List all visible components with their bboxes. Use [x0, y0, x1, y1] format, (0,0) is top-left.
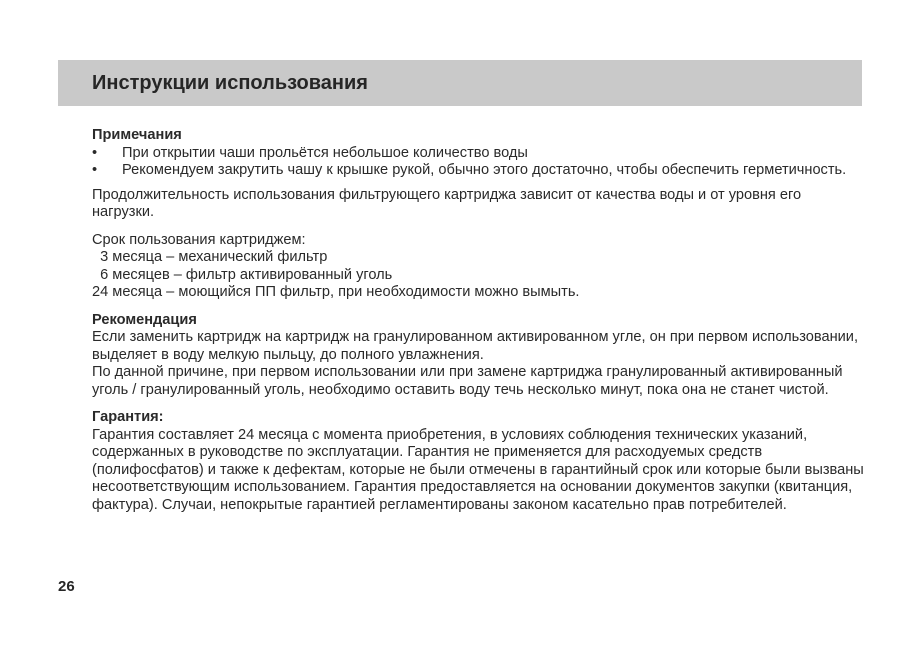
cartridge-life-line: 3 месяца – механический фильтр: [92, 249, 328, 265]
bullet-icon: •: [92, 144, 98, 161]
cartridge-life-line: 6 месяцев – фильтр активированный уголь: [92, 266, 393, 283]
notes-list: [92, 145, 864, 180]
document-body: [92, 127, 864, 514]
warranty-paragraph: Гарантия составляет 24 месяца с момента приобретения, в условиях соблюдения технических указаний, содержанных в руководстве по эксплуатации. Гарантия не применяется для расходуемых средств (полифосфатов) и также к дефектам, которые не были отмечены в гарантийный срок или которые были вызваны несоответствующим использованием. Гарантия предоставляется на основании документов закупки (квитанция, фактура). Случаи, непокрытые гарантией регламентированы законом касательно прав потребителей.: [92, 426, 864, 513]
cartridge-life-line: 24 месяца – моющийся ПП фильтр, при необходимости можно вымыть.: [92, 284, 580, 300]
recommendation-paragraph: По данной причине, при первом использовании или при замене картриджа гранулированный активированный уголь / гранулированный уголь, необходимо оставить воду течь несколько минут, пока она не станет чистой.: [92, 364, 843, 398]
list-item: [92, 145, 864, 163]
cartridge-life-intro: Срок пользования картриджем:: [92, 231, 306, 248]
bullet-icon: •: [92, 162, 98, 178]
note-text: Рекомендуем закрутить чашу к крышке рукой, обычно этого достаточно, чтобы обеспечить герметичность.: [122, 162, 847, 178]
recommendation-paragraph: Если заменить картридж на картридж на гранулированном активированном угле, он при первом использовании, выделяет в воду мелкую пыльцу, до полного увлажнения.: [92, 329, 859, 363]
recommendation-heading: Рекомендация: [92, 311, 197, 328]
section-header-bar: [58, 60, 862, 106]
warranty-heading: Гарантия:: [92, 409, 164, 425]
list-item: [92, 162, 864, 180]
notes-heading: Примечания: [92, 127, 182, 143]
duration-paragraph: Продолжительность использования фильтрующего картриджа зависит от качества воды и от уровня его нагрузки.: [92, 186, 802, 220]
note-text: При открытии чаши прольётся небольшое количество воды: [122, 144, 528, 161]
page-title: Инструкции использования: [92, 72, 368, 94]
page-number: 26: [58, 578, 75, 595]
